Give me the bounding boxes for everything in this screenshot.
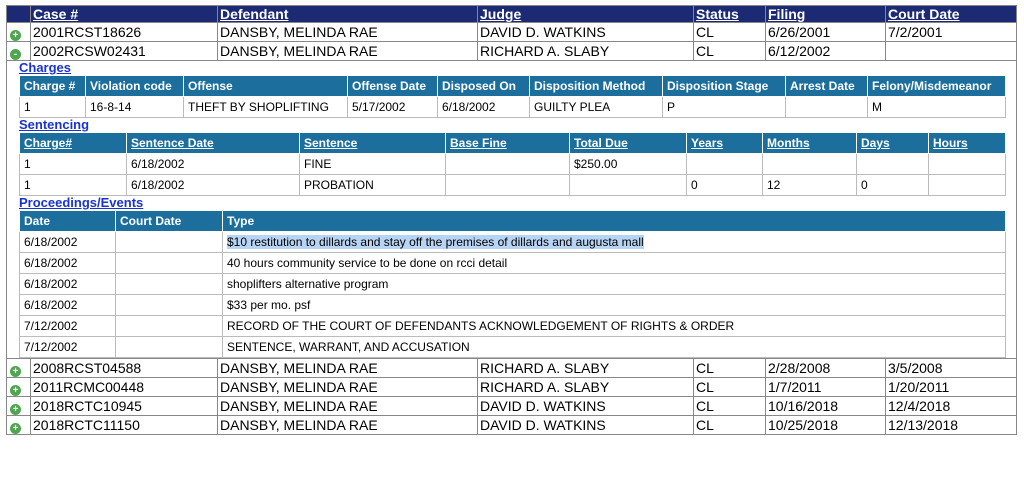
case-number: 2011RCMC00448 xyxy=(31,378,218,397)
expand-cell[interactable] xyxy=(7,23,31,42)
defendant-name: DANSBY, MELINDA RAE xyxy=(218,397,478,416)
proceeding-type xyxy=(223,232,1006,253)
proceeding-date: 6/18/2002 xyxy=(20,232,116,253)
proceeding-row xyxy=(20,295,1006,316)
case-status: CL xyxy=(694,416,766,435)
years: 0 xyxy=(687,175,763,196)
court-date: 7/2/2001 xyxy=(886,23,1017,42)
case-row xyxy=(7,397,1017,416)
sentencing-header-charge-number[interactable]: Charge# xyxy=(20,133,127,154)
case-number: 2018RCTC11150 xyxy=(31,416,218,435)
proceedings-header-row xyxy=(20,211,1006,232)
proceedings-table xyxy=(19,210,1006,358)
charge-number: 1 xyxy=(20,175,127,196)
proceeding-date: 6/18/2002 xyxy=(20,274,116,295)
filing-date: 1/7/2011 xyxy=(766,378,886,397)
court-date xyxy=(886,42,1017,61)
sentence: FINE xyxy=(300,154,446,175)
cases-table xyxy=(6,5,1017,435)
charges-header-row xyxy=(20,76,1006,97)
case-status: CL xyxy=(694,23,766,42)
proceeding-type: $33 per mo. psf xyxy=(223,295,1006,316)
filing-date: 10/25/2018 xyxy=(766,416,886,435)
sentencing-header-years[interactable]: Years xyxy=(687,133,763,154)
proceeding-court-date xyxy=(116,274,223,295)
sentence-row xyxy=(20,154,1006,175)
case-status: CL xyxy=(694,42,766,61)
case-detail-panel xyxy=(7,61,1017,359)
proceeding-court-date xyxy=(116,253,223,274)
sentencing-header-row xyxy=(20,133,1006,154)
proceedings-header-type: Type xyxy=(223,211,1006,232)
charges-header-offense-date: Offense Date xyxy=(348,76,438,97)
filing-date: 6/12/2002 xyxy=(766,42,886,61)
defendant-name: DANSBY, MELINDA RAE xyxy=(218,378,478,397)
months: 12 xyxy=(763,175,857,196)
column-header-case[interactable]: Case # xyxy=(31,6,218,23)
proceeding-court-date xyxy=(116,316,223,337)
court-date: 1/20/2011 xyxy=(886,378,1017,397)
sentencing-header-months[interactable]: Months xyxy=(763,133,857,154)
charges-header-arrest-date: Arrest Date xyxy=(786,76,868,97)
sentence-row xyxy=(20,175,1006,196)
judge-name: RICHARD A. SLABY xyxy=(478,42,694,61)
sentencing-table xyxy=(19,132,1006,196)
proceeding-type: 40 hours community service to be done on rcci detail xyxy=(223,253,1006,274)
disposition-stage: P xyxy=(663,97,786,118)
sentence: PROBATION xyxy=(300,175,446,196)
charges-section xyxy=(19,61,1016,118)
expand-column-header xyxy=(7,6,31,23)
expand-plus-icon[interactable]: + xyxy=(10,385,21,396)
disposition-method: GUILTY PLEA xyxy=(530,97,663,118)
court-date: 12/13/2018 xyxy=(886,416,1017,435)
defendant-name: DANSBY, MELINDA RAE xyxy=(218,42,478,61)
case-detail-row xyxy=(7,61,1017,359)
disposed-on: 6/18/2002 xyxy=(438,97,530,118)
hours xyxy=(929,175,1006,196)
proceedings-section xyxy=(19,196,1016,358)
proceeding-date: 7/12/2002 xyxy=(20,337,116,358)
offense-date: 5/17/2002 xyxy=(348,97,438,118)
case-number: 2008RCST04588 xyxy=(31,359,218,378)
charge-number: 1 xyxy=(20,97,86,118)
charge-number: 1 xyxy=(20,154,127,175)
collapse-minus-icon[interactable]: - xyxy=(10,49,21,60)
court-date: 3/5/2008 xyxy=(886,359,1017,378)
proceeding-date: 6/18/2002 xyxy=(20,253,116,274)
charges-header-felony-misdemeanor: Felony/Misdemeanor xyxy=(868,76,1006,97)
sentencing-header-hours[interactable]: Hours xyxy=(929,133,1006,154)
column-header-judge[interactable]: Judge xyxy=(478,6,694,23)
sentencing-section xyxy=(19,118,1016,196)
proceeding-court-date xyxy=(116,337,223,358)
proceeding-court-date xyxy=(116,232,223,253)
case-row xyxy=(7,416,1017,435)
offense: THEFT BY SHOPLIFTING xyxy=(184,97,348,118)
proceeding-row xyxy=(20,253,1006,274)
proceeding-type: RECORD OF THE COURT OF DEFENDANTS ACKNOWLEDGEMENT OF RIGHTS & ORDER xyxy=(223,316,1006,337)
proceeding-date: 6/18/2002 xyxy=(20,295,116,316)
expand-cell[interactable] xyxy=(7,378,31,397)
days xyxy=(857,154,929,175)
sentencing-header-total-due[interactable]: Total Due xyxy=(570,133,687,154)
case-row xyxy=(7,359,1017,378)
proceeding-row xyxy=(20,316,1006,337)
court-date: 12/4/2018 xyxy=(886,397,1017,416)
judge-name: DAVID D. WATKINS xyxy=(478,416,694,435)
column-header-court-date[interactable]: Court Date xyxy=(886,6,1017,23)
felony-misdemeanor: M xyxy=(868,97,1006,118)
column-header-defendant[interactable]: Defendant xyxy=(218,6,478,23)
days: 0 xyxy=(857,175,929,196)
years xyxy=(687,154,763,175)
defendant-name: DANSBY, MELINDA RAE xyxy=(218,416,478,435)
case-status: CL xyxy=(694,359,766,378)
filing-date: 10/16/2018 xyxy=(766,397,886,416)
charges-header-charge-number: Charge # xyxy=(20,76,86,97)
sentencing-header-sentence[interactable]: Sentence xyxy=(300,133,446,154)
charge-row xyxy=(20,97,1006,118)
column-header-status[interactable]: Status xyxy=(694,6,766,23)
case-number: 2002RCSW02431 xyxy=(31,42,218,61)
selected-text-highlight: $10 restitution to dillards and stay off the premises of dillards and augusta mall xyxy=(227,235,644,249)
case-row xyxy=(7,23,1017,42)
proceedings-header-court-date: Court Date xyxy=(116,211,223,232)
proceeding-row xyxy=(20,274,1006,295)
arrest-date xyxy=(786,97,868,118)
proceeding-type: SENTENCE, WARRANT, AND ACCUSATION xyxy=(223,337,1006,358)
case-number: 2018RCTC10945 xyxy=(31,397,218,416)
column-header-filing[interactable]: Filing xyxy=(766,6,886,23)
expand-plus-icon[interactable]: + xyxy=(10,404,21,415)
sentencing-link[interactable]: Sentencing xyxy=(19,117,90,132)
defendant-name: DANSBY, MELINDA RAE xyxy=(218,23,478,42)
total-due xyxy=(570,175,687,196)
case-row-expanded xyxy=(7,42,1017,61)
proceeding-row xyxy=(20,337,1006,358)
charges-header-disposition-stage: Disposition Stage xyxy=(663,76,786,97)
sentencing-header-days[interactable]: Days xyxy=(857,133,929,154)
expand-cell[interactable] xyxy=(7,397,31,416)
expand-cell[interactable] xyxy=(7,359,31,378)
expand-plus-icon[interactable]: + xyxy=(10,366,21,377)
months xyxy=(763,154,857,175)
expand-plus-icon[interactable]: + xyxy=(10,30,21,41)
cases-header-row xyxy=(7,6,1017,23)
sentencing-header-sentence-date[interactable]: Sentence Date xyxy=(127,133,300,154)
sentence-date: 6/18/2002 xyxy=(127,154,300,175)
violation-code: 16-8-14 xyxy=(86,97,184,118)
proceeding-date: 7/12/2002 xyxy=(20,316,116,337)
expand-cell[interactable] xyxy=(7,42,31,61)
base-fine xyxy=(446,175,570,196)
charges-link[interactable]: Charges xyxy=(19,60,72,75)
charges-header-violation-code: Violation code xyxy=(86,76,184,97)
hours xyxy=(929,154,1006,175)
sentence-date: 6/18/2002 xyxy=(127,175,300,196)
total-due: $250.00 xyxy=(570,154,687,175)
sentencing-header-base-fine[interactable]: Base Fine xyxy=(446,133,570,154)
judge-name: DAVID D. WATKINS xyxy=(478,23,694,42)
charges-header-disposed-on: Disposed On xyxy=(438,76,530,97)
proceedings-link[interactable]: Proceedings/Events xyxy=(19,195,144,210)
charges-header-disposition-method: Disposition Method xyxy=(530,76,663,97)
case-row xyxy=(7,378,1017,397)
case-status: CL xyxy=(694,378,766,397)
judge-name: RICHARD A. SLABY xyxy=(478,359,694,378)
expand-cell[interactable] xyxy=(7,416,31,435)
judge-name: DAVID D. WATKINS xyxy=(478,397,694,416)
charges-header-offense: Offense xyxy=(184,76,348,97)
base-fine xyxy=(446,154,570,175)
filing-date: 6/26/2001 xyxy=(766,23,886,42)
filing-date: 2/28/2008 xyxy=(766,359,886,378)
case-status: CL xyxy=(694,397,766,416)
proceeding-row xyxy=(20,232,1006,253)
proceeding-court-date xyxy=(116,295,223,316)
proceeding-type: shoplifters alternative program xyxy=(223,274,1006,295)
judge-name: RICHARD A. SLABY xyxy=(478,378,694,397)
charges-table xyxy=(19,75,1006,118)
expand-plus-icon[interactable]: + xyxy=(10,423,21,434)
defendant-name: DANSBY, MELINDA RAE xyxy=(218,359,478,378)
case-number: 2001RCST18626 xyxy=(31,23,218,42)
proceedings-header-date: Date xyxy=(20,211,116,232)
